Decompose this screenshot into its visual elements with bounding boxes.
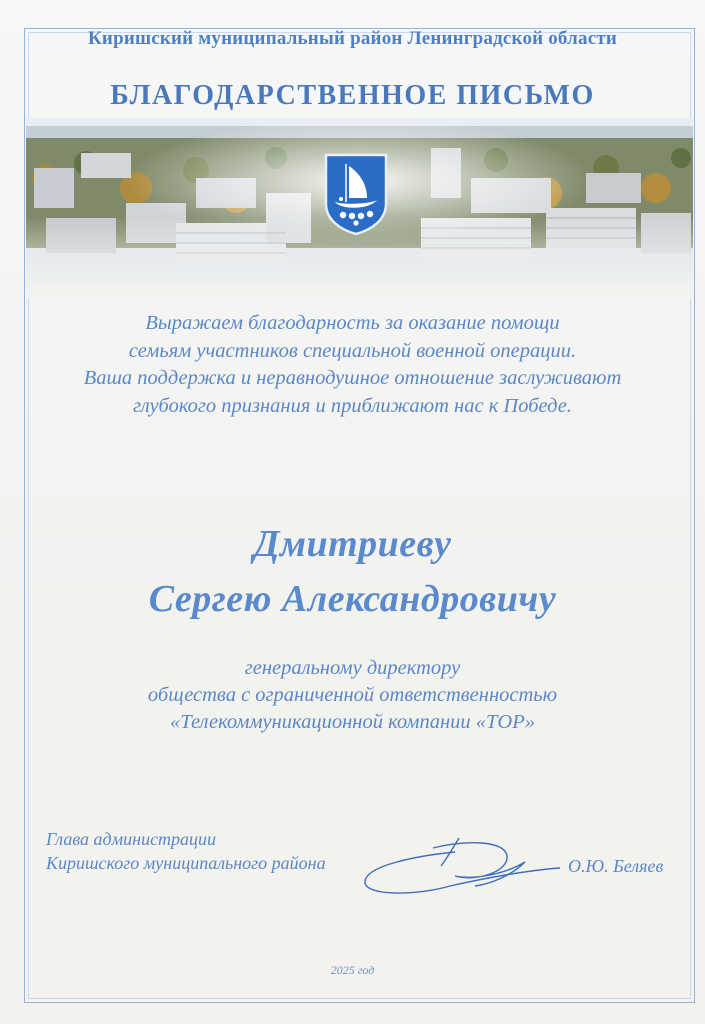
coat-of-arms-emblem xyxy=(323,152,389,236)
gratitude-line: Ваша поддержка и неравнодушное отношение заслуживают xyxy=(83,367,622,389)
recipient-position xyxy=(40,655,665,736)
signatory-title-line: Глава администрации xyxy=(46,829,217,849)
gratitude-line: глубокого признания и приближают нас к Победе. xyxy=(133,394,572,417)
region-name: Киришский муниципальный район Ленинградской области xyxy=(87,28,618,49)
position-line: общества с ограниченной ответственностью xyxy=(147,684,558,706)
gratitude-line: Выражаем благодарность за оказание помощи xyxy=(145,312,560,334)
signatory-title-line: Киришского муниципального района xyxy=(46,853,326,873)
signatory-name: О.Ю. Беляев xyxy=(568,856,664,876)
document-title: БЛАГОДАРСТВЕННОЕ ПИСЬМО xyxy=(110,80,595,111)
region-header xyxy=(0,28,705,70)
recipient-name: Сергею Александровичу xyxy=(148,578,557,620)
handwritten-signature xyxy=(355,826,565,906)
position-line: «Телекоммуникационной компании «ТОР» xyxy=(170,711,535,733)
recipient-surname: Дмитриеву xyxy=(253,523,452,565)
position-line: генеральному директору xyxy=(244,657,461,679)
document-year: 2025 год xyxy=(330,963,375,977)
gratitude-line: семьям участников специальной военной операции. xyxy=(128,339,577,362)
gratitude-text xyxy=(40,310,665,420)
signatory-title xyxy=(46,827,326,875)
